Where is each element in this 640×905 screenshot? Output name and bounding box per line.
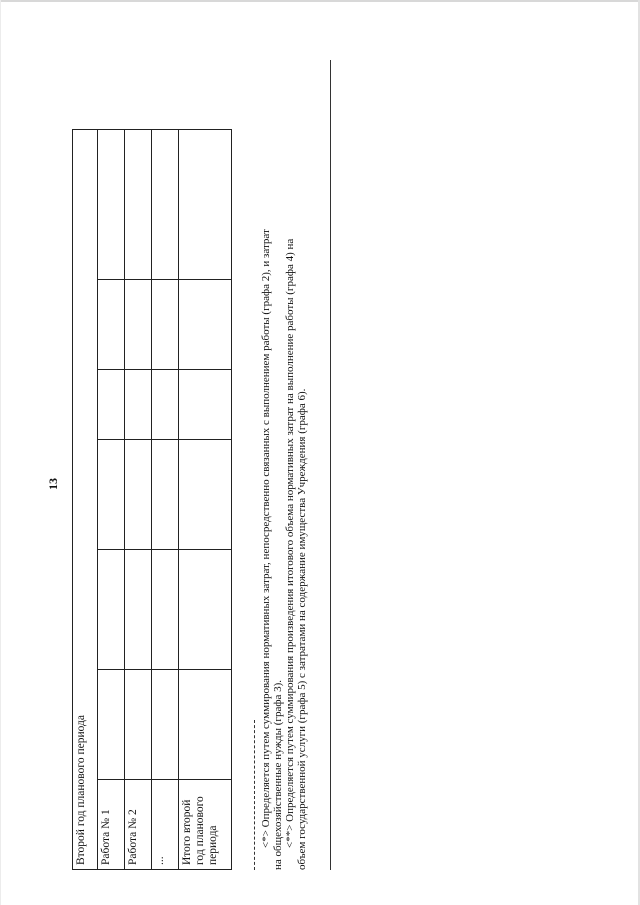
footnote-2-line-2: объем государственной услуги (графа 5) с затратами на содержание имущества Учреждения (графа 6). [296,388,308,870]
table-cell [125,440,152,550]
footnote-1-line-2: на общехозяйственные нужды (графа 3). [272,679,284,870]
table-cell [98,550,125,670]
table-cell [98,129,125,279]
table-cell [98,670,125,780]
table-cell [125,550,152,670]
table-row [179,129,232,869]
table-cell [179,670,232,780]
table-cell [152,129,179,279]
cost-table [72,129,232,870]
table-cell [125,129,152,279]
page-top-edge [0,0,640,2]
table-row [152,129,179,869]
row-label-cell: Итого второй год планового периода [179,780,232,870]
bottom-rule [330,60,331,870]
page-left-edge [0,0,1,905]
table-cell [152,670,179,780]
table-cell [179,280,232,370]
table-cell [152,280,179,370]
table-cell [98,280,125,370]
row-label-cell: Работа № 1 [98,780,125,870]
table-cell [125,670,152,780]
table-cell [125,370,152,440]
table-cell [179,550,232,670]
table-cell [152,370,179,440]
table-row [98,129,125,869]
table-cell [152,550,179,670]
row-label-cell: ... [152,780,179,870]
table-row [125,129,152,869]
section-header-cell: Второй год планового периода [73,129,98,869]
table-cell [98,440,125,550]
table-cell [179,370,232,440]
table-section-row [73,129,98,869]
footnote-1-line-1: <*> Определяется путем суммирования нормативных затрат, непосредственно связанных с выполнением работы (графа 2), и затрат [260,229,272,848]
rotated-page-content [40,60,600,870]
footnote-2-line-1: <**> Определяется путем суммирования произведения итогового объема нормативных затрат на выполнение работы (графа 4) на [284,238,296,848]
page-number: 13 [46,478,60,490]
table-cell [125,280,152,370]
table-cell [179,129,232,279]
table-cell [152,440,179,550]
footnote-separator [254,720,255,870]
row-label-cell: Работа № 2 [125,780,152,870]
footnotes [260,80,308,870]
table-cell [98,370,125,440]
table-cell [179,440,232,550]
